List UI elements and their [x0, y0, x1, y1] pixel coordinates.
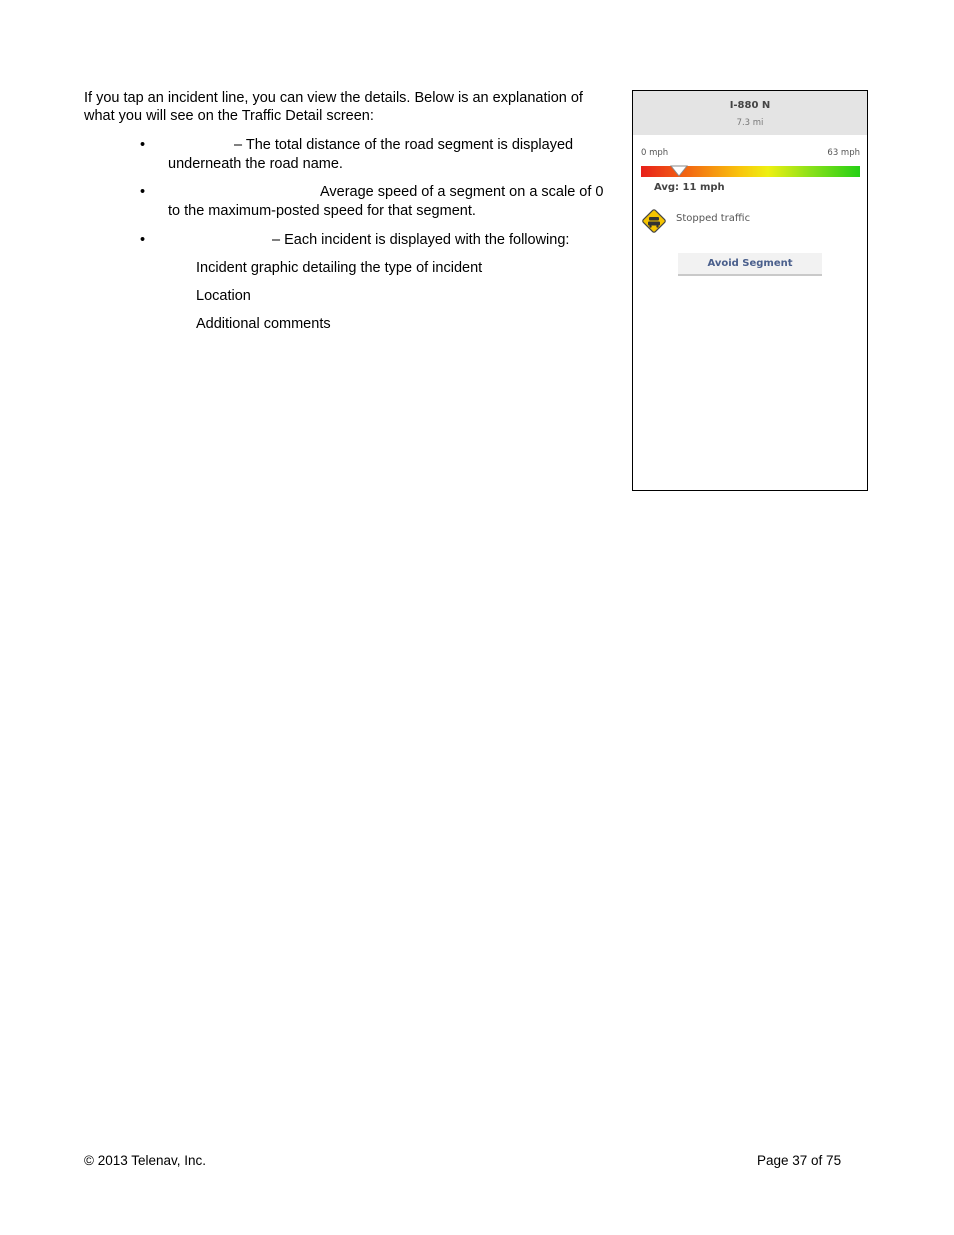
bullet-marker: •	[140, 184, 146, 200]
sub-item-incident-graphic: Incident graphic detailing the type of incident	[196, 260, 483, 276]
bullet-distance	[140, 136, 615, 174]
bullet-marker: •	[140, 232, 146, 248]
intro-paragraph: If you tap an incident line, you can view the details. Below is an explanation of what you will see on the Traffic Detail screen:	[84, 90, 583, 124]
stopped-traffic-icon	[641, 208, 667, 234]
incident-description: Stopped traffic	[676, 213, 751, 224]
bullet-average-speed	[140, 183, 615, 221]
sub-item-additional-comments: Additional comments	[196, 316, 331, 332]
sub-item-location: Location	[196, 288, 251, 304]
speed-scale-min: 0 mph	[641, 148, 669, 158]
road-distance: 7.3 mi	[736, 118, 764, 128]
traffic-detail-header	[633, 91, 867, 135]
bullet-text: – The total distance of the road segment is displayed underneath the road name.	[168, 137, 574, 172]
road-name: I-880 N	[729, 100, 771, 111]
bullet-text: – Each incident is displayed with the following:	[272, 232, 570, 248]
bullet-text: Average speed of a segment on a scale of 0 to the maximum-posted speed for that segment.	[168, 184, 604, 219]
footer-page-number: Page 37 of 75	[757, 1153, 842, 1168]
bullet-marker: •	[140, 137, 146, 153]
speed-marker-icon	[670, 165, 688, 177]
average-speed-label: Avg: 11 mph	[654, 182, 725, 193]
speed-scale-max: 63 mph	[827, 148, 860, 158]
avoid-segment-button[interactable]: Avoid Segment	[678, 253, 822, 276]
bullet-incidents	[140, 231, 615, 250]
footer-copyright: © 2013 Telenav, Inc.	[84, 1153, 207, 1168]
traffic-detail-screenshot	[632, 90, 868, 491]
